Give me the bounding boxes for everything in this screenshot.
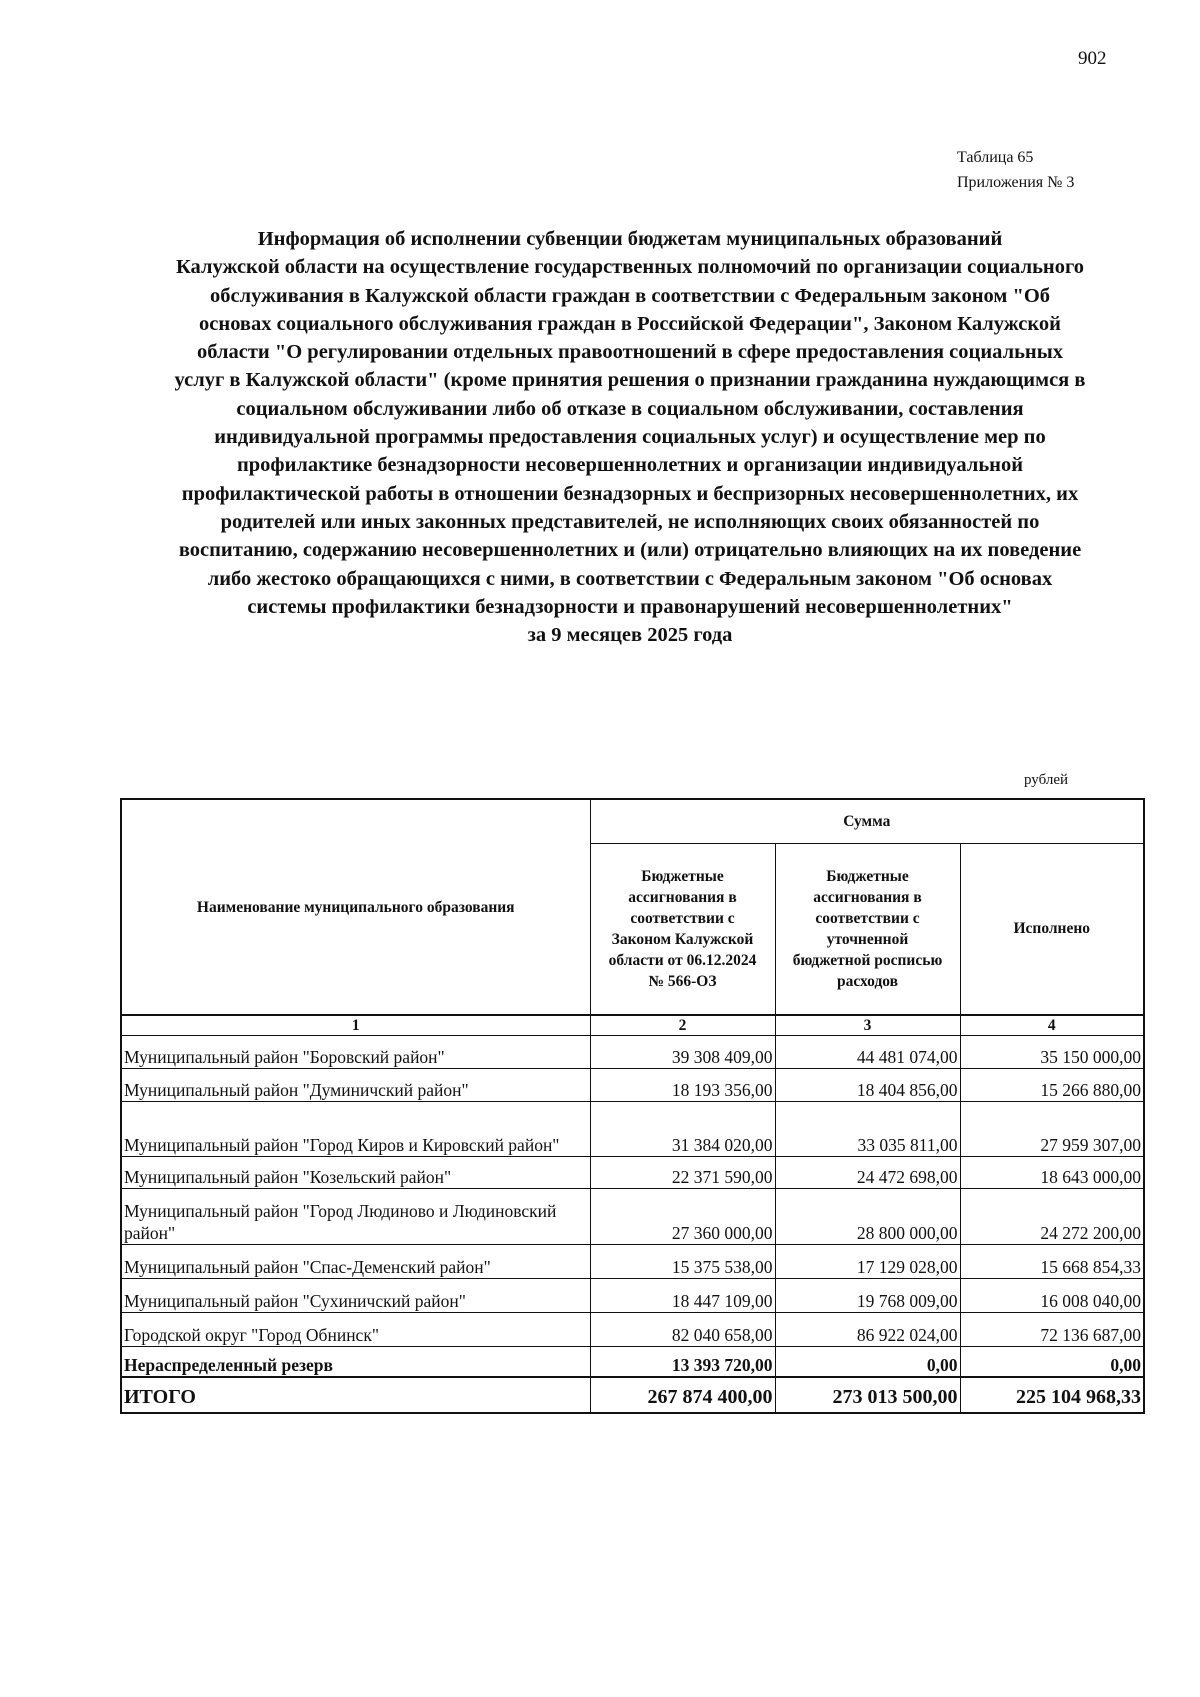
total-refined-value: 273 013 500,00 xyxy=(775,1377,960,1413)
total-law-value: 267 874 400,00 xyxy=(590,1377,775,1413)
row-law-value: 27 360 000,00 xyxy=(590,1188,775,1244)
table-row xyxy=(121,1312,1144,1346)
header-line: соответствии с xyxy=(815,909,920,927)
column-number: 1 xyxy=(121,1015,590,1035)
header-line: № 566-ОЗ xyxy=(648,972,717,990)
row-refined-value: 44 481 074,00 xyxy=(775,1035,960,1068)
total-name: ИТОГО xyxy=(121,1377,590,1413)
total-row xyxy=(121,1377,1144,1413)
row-refined-value: 18 404 856,00 xyxy=(775,1068,960,1101)
row-refined-value: 33 035 811,00 xyxy=(775,1101,960,1156)
table-row xyxy=(121,1278,1144,1312)
header-line: расходов xyxy=(836,972,899,990)
row-executed-value: 72 136 687,00 xyxy=(960,1312,1144,1346)
row-law-value: 31 384 020,00 xyxy=(590,1101,775,1156)
row-refined-value: 24 472 698,00 xyxy=(775,1156,960,1188)
row-law-value: 18 447 109,00 xyxy=(590,1278,775,1312)
title-line: услуг в Калужской области" (кроме принятия решения о признании гражданина нуждающимся в xyxy=(174,369,1086,392)
header-line: соответствии с xyxy=(630,909,735,927)
row-name: Муниципальный район "Спас-Деменский район" xyxy=(121,1244,590,1278)
table-row xyxy=(121,1068,1144,1101)
title-line: Калужской области на осуществление государственных полномочий по организации социального xyxy=(175,256,1085,279)
column-number: 2 xyxy=(590,1015,775,1035)
header-sum-group: Сумма xyxy=(590,799,1144,843)
row-refined-value: 17 129 028,00 xyxy=(775,1244,960,1278)
row-name: Муниципальный район "Сухиничский район" xyxy=(121,1278,590,1312)
header-line: ассигнования в xyxy=(813,888,922,906)
row-executed-value: 16 008 040,00 xyxy=(960,1278,1144,1312)
title-line: социальном обслуживании либо об отказе в социальном обслуживании, составления xyxy=(236,397,1024,420)
row-refined-value: 28 800 000,00 xyxy=(775,1188,960,1244)
title-line: за 9 месяцев 2025 года xyxy=(527,624,733,647)
reserve-executed-value: 0,00 xyxy=(960,1346,1144,1377)
header-col-law xyxy=(590,843,775,1015)
header-line: ассигнования в xyxy=(628,888,737,906)
column-number-row xyxy=(121,1015,1144,1035)
title-line: Информация об исполнении субвенции бюджетам муниципальных образований xyxy=(257,228,1003,250)
reserve-law-value: 13 393 720,00 xyxy=(590,1346,775,1377)
title-line: индивидуальной программы предоставления социальных услуг) и осуществление мер по xyxy=(214,426,1046,449)
title-line: профилактической работы в отношении безнадзорных и беспризорных несовершеннолетних, их xyxy=(181,482,1079,505)
row-law-value: 15 375 538,00 xyxy=(590,1244,775,1278)
row-law-value: 18 193 356,00 xyxy=(590,1068,775,1101)
table-row xyxy=(121,1101,1144,1156)
title-line: системы профилактики безнадзорности и правонарушений несовершеннолетних" xyxy=(247,595,1013,618)
row-law-value: 22 371 590,00 xyxy=(590,1156,775,1188)
title-line: родителей или иных законных представителей, не исполняющих своих обязанностей по xyxy=(220,510,1040,533)
reserve-row xyxy=(121,1346,1144,1377)
subvention-table xyxy=(120,798,1145,1414)
reserve-refined-value: 0,00 xyxy=(775,1346,960,1377)
table-ref-line-1: Таблица 65 xyxy=(957,149,1034,166)
header-line: Бюджетные xyxy=(641,867,724,885)
header-line: Законом Калужской xyxy=(611,930,754,948)
document-title xyxy=(100,225,1160,649)
column-number: 4 xyxy=(960,1015,1144,1035)
total-executed-value: 225 104 968,33 xyxy=(960,1377,1144,1413)
header-col-executed: Исполнено xyxy=(960,843,1144,1015)
table-ref-line-2: Приложения № 3 xyxy=(957,174,1075,191)
page-number: 902 xyxy=(1078,48,1107,69)
table-row xyxy=(121,1035,1144,1068)
row-name: Муниципальный район "Боровский район" xyxy=(121,1035,590,1068)
row-executed-value: 35 150 000,00 xyxy=(960,1035,1144,1068)
column-number: 3 xyxy=(775,1015,960,1035)
title-line: основах социального обслуживания граждан в Российской Федерации", Законом Калужской xyxy=(199,312,1061,335)
header-line: уточненной xyxy=(826,930,909,948)
row-law-value: 39 308 409,00 xyxy=(590,1035,775,1068)
row-executed-value: 18 643 000,00 xyxy=(960,1156,1144,1188)
header-row xyxy=(121,799,1144,843)
row-refined-value: 86 922 024,00 xyxy=(775,1312,960,1346)
row-executed-value: 27 959 307,00 xyxy=(960,1101,1144,1156)
row-executed-value: 15 668 854,33 xyxy=(960,1244,1144,1278)
row-name: Городской округ "Город Обнинск" xyxy=(121,1312,590,1346)
row-law-value: 82 040 658,00 xyxy=(590,1312,775,1346)
row-name: Муниципальный район "Город Людиново и Людиновский район" xyxy=(121,1188,590,1244)
header-line: области от 06.12.2024 xyxy=(608,951,757,969)
reserve-name: Нераспределенный резерв xyxy=(121,1346,590,1377)
row-name: Муниципальный район "Козельский район" xyxy=(121,1156,590,1188)
title-line: области "О регулировании отдельных правоотношений в сфере предоставления социальных xyxy=(197,341,1063,364)
header-line: Бюджетные xyxy=(826,867,909,885)
title-line: обслуживания в Калужской области граждан в соответствии с Федеральным законом "Об xyxy=(209,284,1051,307)
table-row xyxy=(121,1156,1144,1188)
units-label: рублей xyxy=(1024,772,1069,788)
title-line: профилактике безнадзорности несовершеннолетних и организации индивидуальной xyxy=(236,454,1024,477)
header-line: бюджетной росписью xyxy=(792,951,943,969)
table-row xyxy=(121,1244,1144,1278)
table-reference xyxy=(957,145,1074,195)
header-col-refined xyxy=(775,843,960,1015)
title-line: воспитанию, содержанию несовершеннолетних и (или) отрицательно влияющих на их поведение xyxy=(178,539,1082,562)
table-row xyxy=(121,1188,1144,1244)
header-name-column: Наименование муниципального образования xyxy=(121,799,590,1015)
title-line: либо жестоко обращающихся с ними, в соответствии с Федеральным законом "Об основах xyxy=(207,567,1053,590)
row-name: Муниципальный район "Город Киров и Кировский район" xyxy=(121,1101,590,1156)
row-executed-value: 24 272 200,00 xyxy=(960,1188,1144,1244)
row-refined-value: 19 768 009,00 xyxy=(775,1278,960,1312)
row-name: Муниципальный район "Думиничский район" xyxy=(121,1068,590,1101)
row-executed-value: 15 266 880,00 xyxy=(960,1068,1144,1101)
